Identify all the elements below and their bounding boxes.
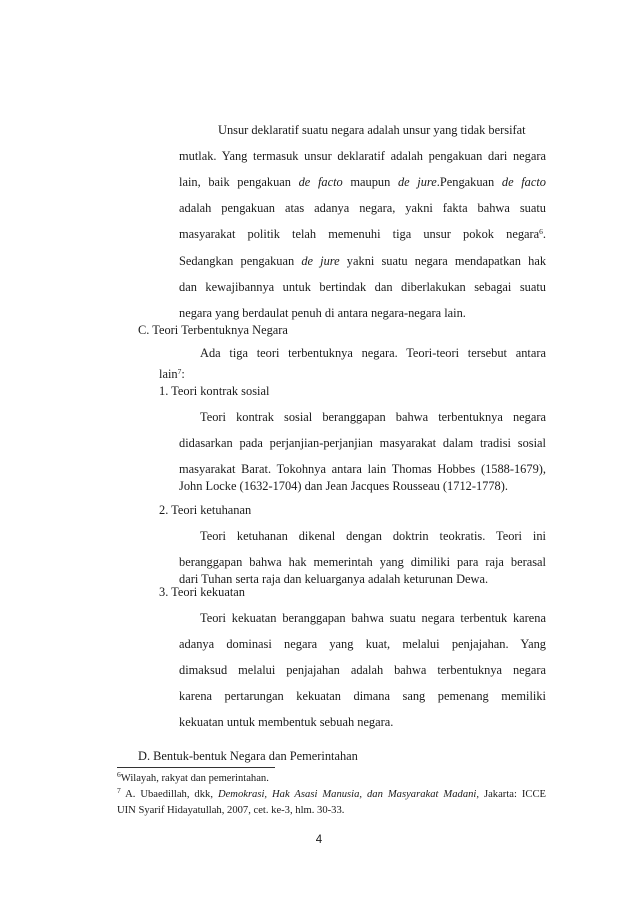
footnote-mark: 7 <box>117 786 121 795</box>
paragraph-line <box>179 174 546 190</box>
text-run: yakni suatu negara mendapatkan hak <box>339 254 547 268</box>
text-run: maupun <box>342 175 398 189</box>
footnote-7-continued: UIN Syarif Hidayatullah, 2007, cet. ke-3, hlm. 30-33. <box>117 805 345 816</box>
text-run: lain <box>159 367 178 381</box>
footnote-text: Jakarta: ICCE <box>479 789 546 800</box>
footnote-6 <box>117 772 269 785</box>
footnote-ref: 7 <box>177 367 182 376</box>
footnote-separator <box>117 767 275 768</box>
italic-term: de jure <box>397 175 437 189</box>
paragraph-line: Unsur deklaratif suatu negara adalah unsur yang tidak bersifat <box>218 123 526 137</box>
list-item-line: Teori ketuhanan dikenal dengan doktrin teokratis. Teori ini <box>200 529 546 543</box>
paragraph-line: negara yang berdaulat penuh di antara negara-negara lain. <box>179 306 466 320</box>
text-run: lain, baik pengakuan <box>179 175 299 189</box>
text-run: . <box>542 227 546 241</box>
italic-term: de jure <box>301 254 340 268</box>
text-run: masyarakat politik telah memenuhi tiga unsur pokok negara <box>179 227 540 241</box>
footnote-book-title: Demokrasi, Hak Asasi Manusia, dan Masyarakat Madani, <box>217 789 480 800</box>
section-heading: D. Bentuk-bentuk Negara dan Pemerintahan <box>138 749 358 763</box>
footnote-7 <box>117 788 546 801</box>
list-item-line: kekuatan untuk membentuk sebuah negara. <box>179 715 394 729</box>
section-heading: C. Teori Terbentuknya Negara <box>138 323 288 337</box>
page-number: 4 <box>315 834 323 846</box>
list-item-title: 2. Teori ketuhanan <box>159 503 252 517</box>
list-item-line: John Locke (1632-1704) dan Jean Jacques Rousseau (1712-1778). <box>179 479 508 493</box>
list-item-line: Teori kontrak sosial beranggapan bahwa terbentuknya negara <box>200 410 546 424</box>
list-item-line: Teori kekuatan beranggapan bahwa suatu negara terbentuk karena <box>200 611 546 625</box>
list-item-title: 1. Teori kontrak sosial <box>159 384 270 398</box>
list-item-line: dimaksud melalui penjajahan adalah bahwa terbentuknya negara <box>179 663 546 677</box>
footnote-text: A. Ubaedillah, dkk, <box>120 789 218 800</box>
italic-term: de facto <box>501 175 547 189</box>
paragraph-line: adalah pengakuan atas adanya negara, yakni fakta bahwa suatu <box>179 201 546 215</box>
paragraph-line: mutlak. Yang termasuk unsur deklaratif adalah pengakuan dari negara <box>179 149 546 163</box>
list-item-line: didasarkan pada perjanjian-perjanjian masyarakat dalam tradisi sosial <box>179 436 546 450</box>
italic-term: de facto <box>298 175 343 189</box>
paragraph-line <box>179 226 546 242</box>
paragraph-line <box>159 366 185 382</box>
footnote-mark: 6 <box>117 770 121 779</box>
text-run: .Pengakuan <box>436 175 502 189</box>
paragraph-line: Ada tiga teori terbentuknya negara. Teori-teori tersebut antara <box>200 346 546 360</box>
footnote-text: Wilayah, rakyat dan pemerintahan. <box>120 773 269 784</box>
paragraph-line: dan kewajibannya untuk bertindak dan diberlakukan sebagai suatu <box>179 280 546 294</box>
footnote-ref: 6 <box>539 227 543 236</box>
paragraph-line <box>179 253 546 269</box>
list-item-line: dari Tuhan serta raja dan keluarganya adalah keturunan Dewa. <box>179 572 489 586</box>
text-run: Sedangkan pengakuan <box>179 254 302 268</box>
list-item-line: karena pertarungan kekuatan dimana sang pemenang memiliki <box>179 689 546 703</box>
text-run: : <box>181 367 185 381</box>
list-item-title: 3. Teori kekuatan <box>159 585 245 599</box>
list-item-line: adanya dominasi negara yang kuat, melalui penjajahan. Yang <box>179 637 546 651</box>
list-item-line: masyarakat Barat. Tokohnya antara lain Thomas Hobbes (1588-1679), <box>179 462 546 476</box>
list-item-line: beranggapan bahwa hak memerintah yang dimiliki para raja berasal <box>179 555 546 569</box>
